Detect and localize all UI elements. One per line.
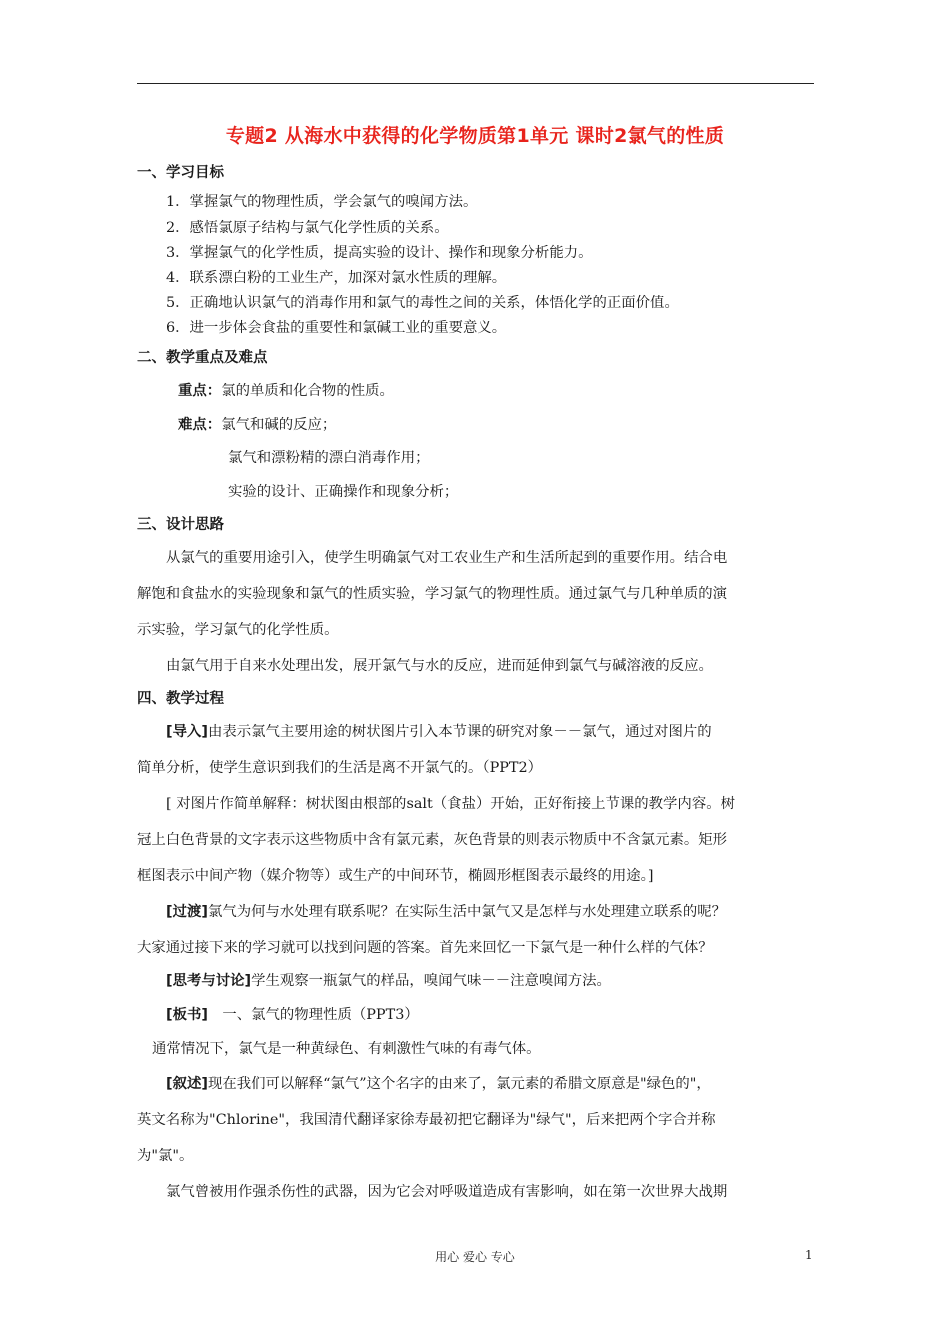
paragraph-line: 从氯气的重要用途引入，使学生明确氯气对工农业生产和生活所起到的重要作用。结合电 bbox=[166, 550, 728, 566]
objective-item: 6．进一步体会食盐的重要性和氯碱工业的重要意义。 bbox=[166, 320, 507, 336]
paragraph-line bbox=[166, 971, 611, 991]
difficulty-item: 氯气和漂粉精的漂白消毒作用； bbox=[228, 450, 430, 466]
paragraph-line bbox=[166, 1074, 711, 1094]
paragraph-line: 由氯气用于自来水处理出发，展开氯气与水的反应，进而延伸到氯气与碱溶液的反应。 bbox=[166, 658, 713, 674]
key-point-line bbox=[178, 381, 394, 401]
section-heading-keypoints: 二、教学重点及难点 bbox=[137, 350, 268, 366]
intro-text: 由表示氯气主要用途的树状图片引入本节课的研究对象－－氯气，通过对图片的 bbox=[207, 724, 712, 740]
objective-item: 2．感悟氯原子结构与氯气化学性质的关系。 bbox=[166, 220, 449, 236]
paragraph-line: 冠上白色背景的文字表示这些物质中含有氯元素，灰色背景的则表示物质中不含氯元素。矩形 bbox=[137, 832, 728, 848]
objective-item: 3．掌握氯气的化学性质，提高实验的设计、操作和现象分析能力。 bbox=[166, 245, 593, 261]
paragraph-line: 示实验，学习氯气的化学性质。 bbox=[137, 622, 339, 638]
page-number: 1 bbox=[805, 1248, 813, 1262]
paragraph-line: 简单分析，使学生意识到我们的生活是离不开氯气的。（PPT2） bbox=[137, 760, 543, 776]
section-heading-process: 四、教学过程 bbox=[137, 691, 224, 707]
difficulty-line bbox=[178, 415, 336, 435]
document-title: 专题2 从海水中获得的化学物质第1单元 课时2氯气的性质 bbox=[225, 125, 725, 147]
difficulty-item: 实验的设计、正确操作和现象分析； bbox=[228, 484, 459, 500]
board-tag: [板书] bbox=[166, 1007, 208, 1023]
board-text: 一、氯气的物理性质（PPT3） bbox=[207, 1007, 419, 1023]
key-point-text: 氯的单质和化合物的性质。 bbox=[221, 383, 394, 399]
paragraph-line bbox=[166, 722, 712, 742]
paragraph-line: [ 对图片作简单解释：树状图由根部的salt（食盐）开始，正好衔接上节课的教学内容。树 bbox=[166, 796, 735, 812]
paragraph-line: 英文名称为"Chlorine"，我国清代翻译家徐寿最初把它翻译为"绿气"，后来把两个字合并称 bbox=[137, 1112, 716, 1128]
objective-item: 1．掌握氯气的物理性质，学会氯气的嗅闻方法。 bbox=[166, 194, 478, 210]
discussion-text: 学生观察一瓶氯气的样品，嗅闻气味－－注意嗅闻方法。 bbox=[251, 973, 611, 989]
intro-tag: [导入] bbox=[166, 724, 208, 740]
paragraph-line: 解饱和食盐水的实验现象和氯气的性质实验，学习氯气的物理性质。通过氯气与几种单质的演 bbox=[137, 586, 728, 602]
header-rule bbox=[137, 83, 814, 84]
paragraph-line: 通常情况下，氯气是一种黄绿色、有刺激性气味的有毒气体。 bbox=[152, 1041, 541, 1057]
objective-item: 5．正确地认识氯气的消毒作用和氯气的毒性之间的关系，体悟化学的正面价值。 bbox=[166, 295, 679, 311]
paragraph-line: 大家通过接下来的学习就可以找到问题的答案。首先来回忆一下氯气是一种什么样的气体？ bbox=[137, 940, 713, 956]
section-heading-objectives: 一、学习目标 bbox=[137, 165, 224, 181]
paragraph-line: 氯气曾被用作强杀伤性的武器，因为它会对呼吸道造成有害影响，如在第一次世界大战期 bbox=[166, 1184, 728, 1200]
narration-text: 现在我们可以解释“氯气”这个名字的由来了，氯元素的希腊文原意是"绿色的"， bbox=[207, 1076, 711, 1092]
difficulty-label: 难点： bbox=[178, 417, 222, 433]
section-heading-design: 三、设计思路 bbox=[137, 517, 224, 533]
narration-tag: [叙述] bbox=[166, 1076, 208, 1092]
paragraph-line bbox=[166, 1005, 419, 1025]
paragraph-line: 为"氯"。 bbox=[137, 1148, 194, 1164]
page-footer: 用心 爱心 专心 bbox=[435, 1250, 515, 1264]
key-point-label: 重点： bbox=[178, 383, 222, 399]
paragraph-line: 框图表示中间产物（媒介物等）或生产的中间环节，椭圆形框图表示最终的用途。] bbox=[137, 868, 654, 884]
difficulty-item: 氯气和碱的反应； bbox=[221, 417, 337, 433]
transition-tag: [过渡] bbox=[166, 904, 208, 920]
paragraph-line bbox=[166, 902, 726, 922]
transition-text: 氯气为何与水处理有联系呢？在实际生活中氯气又是怎样与水处理建立联系的呢？ bbox=[207, 904, 727, 920]
objective-item: 4．联系漂白粉的工业生产，加深对氯水性质的理解。 bbox=[166, 270, 507, 286]
discussion-tag: [思考与讨论] bbox=[166, 973, 252, 989]
